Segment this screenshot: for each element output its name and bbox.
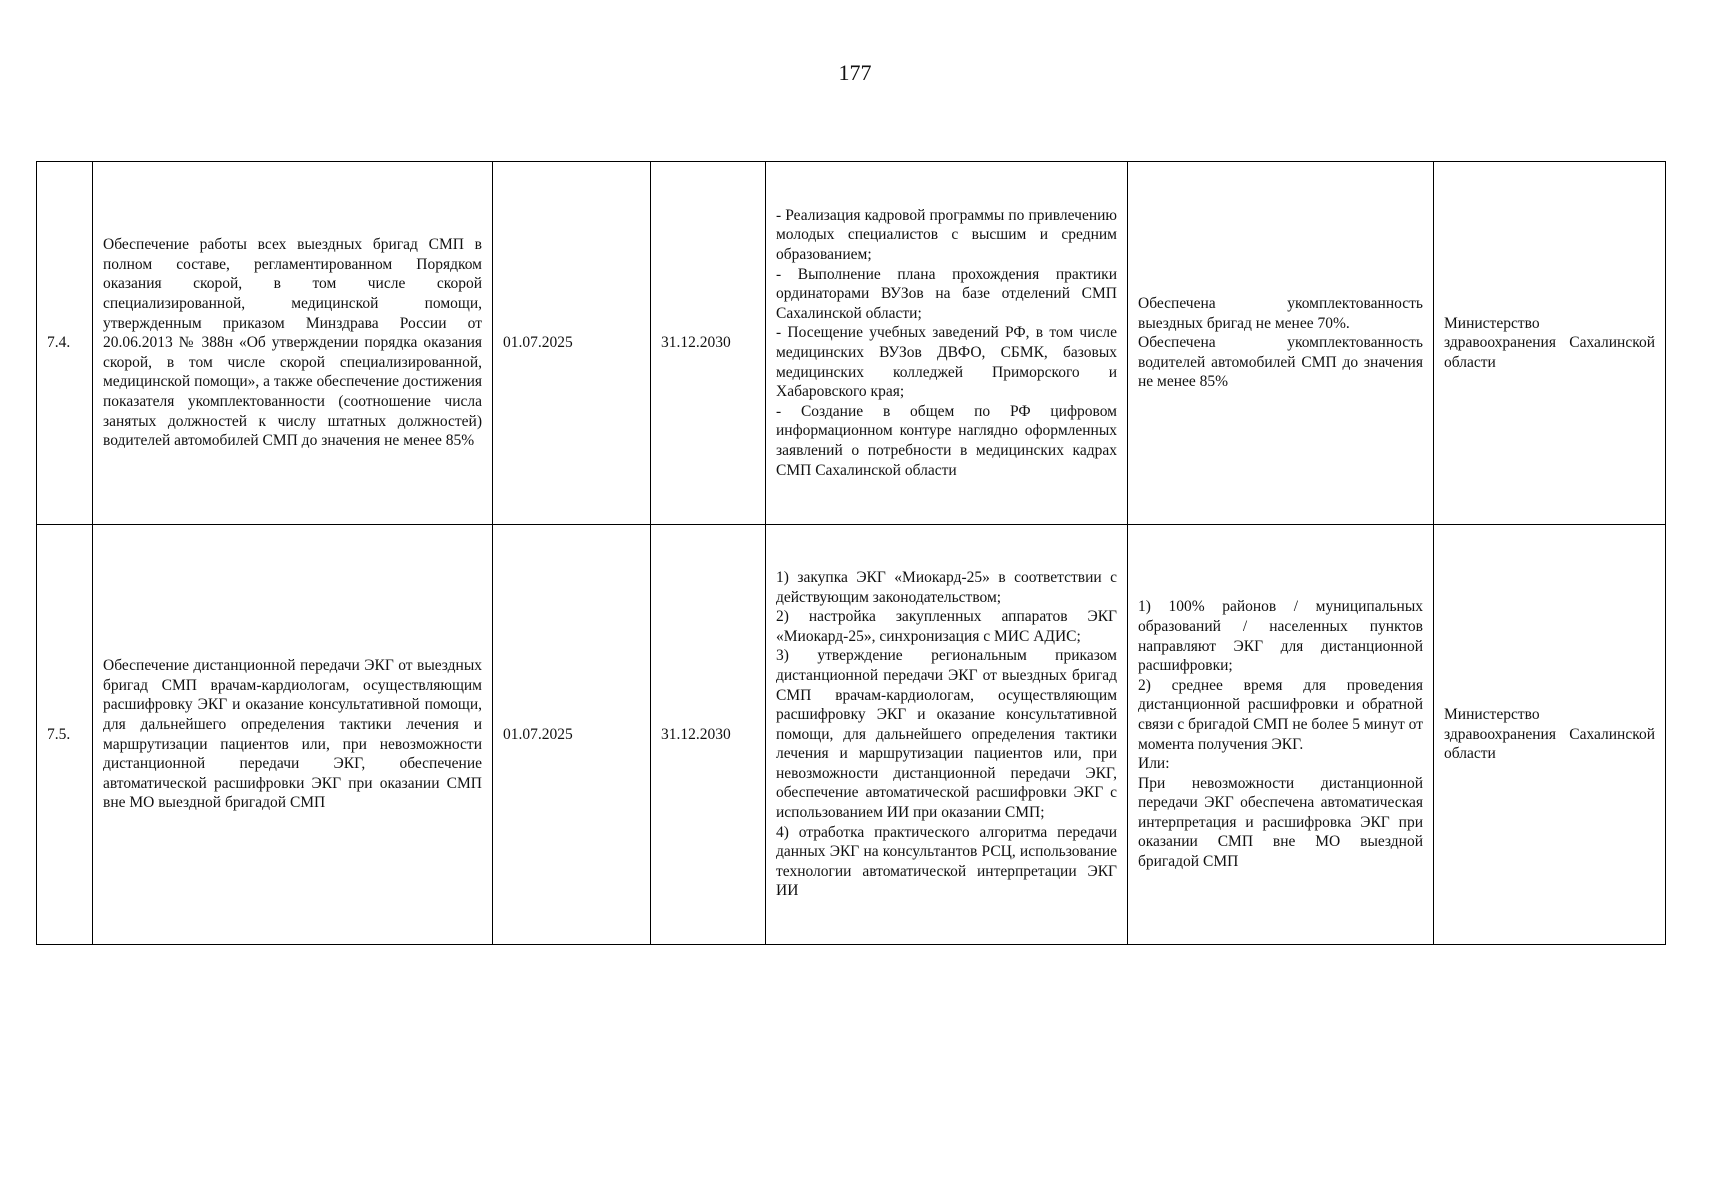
activity-item: - Реализация кадровой программы по привлечению молодых специалистов с высшим и средним образованием; bbox=[776, 206, 1117, 264]
result-item: Или: bbox=[1138, 755, 1170, 773]
start-date: 01.07.2025 bbox=[493, 525, 651, 945]
measures-table bbox=[36, 161, 1666, 945]
page-number: 177 bbox=[838, 60, 872, 85]
activity-item: 4) отработка практического алгоритма передачи данных ЭКГ на консультантов РСЦ, использование технологии автоматической интерпретации ЭКГ ИИ bbox=[776, 823, 1117, 900]
activity-item: 1) закупка ЭКГ «Миокард-25» в соответствии с действующим законодательством; bbox=[776, 568, 1117, 606]
activity-item: - Выполнение плана прохождения практики ординаторами ВУЗов на базе отделений СМП Сахалинской области; bbox=[776, 265, 1117, 322]
activity-item: 2) настройка закупленных аппаратов ЭКГ «Миокард-25», синхронизация с МИС АДИС; bbox=[776, 608, 1117, 645]
responsible-party: Министерство здравоохранения Сахалинской области bbox=[1434, 525, 1666, 945]
row-number: 7.5. bbox=[37, 525, 93, 945]
activity-item: - Создание в общем по РФ цифровом информационном контуре наглядно оформленных заявлений о потребности в медицинских кадрах СМП Сахалинской области bbox=[776, 402, 1117, 479]
start-date: 01.07.2025 bbox=[493, 162, 651, 525]
responsible-party: Министерство здравоохранения Сахалинской области bbox=[1434, 162, 1666, 525]
row-number: 7.4. bbox=[37, 162, 93, 525]
measure-description: Обеспечение работы всех выездных бригад СМП в полном составе, регламентированном Порядком оказания скорой, в том числе скорой специализированной, медицинской помощи, утвержденным приказом Минздрава России от 20.06.2013 № 388н «Об утверждении порядка оказания скорой, в том числе скорой специализированной, медицинской помощи», а также обеспечение достижения показателя укомплектованности (соотношение числа занятых должностей к числу штатных должностей) водителей автомобилей СМП до значения не менее 85% bbox=[93, 162, 493, 525]
activities-cell bbox=[766, 525, 1128, 945]
expected-result-cell bbox=[1128, 162, 1434, 525]
table-row bbox=[37, 525, 1666, 945]
end-date: 31.12.2030 bbox=[651, 525, 766, 945]
measure-description: Обеспечение дистанционной передачи ЭКГ от выездных бригад СМП врачам-кардиологам, осуществляющим расшифровку ЭКГ и оказание консультативной помощи, для дальнейшего определения тактики лечения и маршрутизации пациентов или, при невозможности дистанционной передачи ЭКГ, обеспечение автоматической расшифровки ЭКГ при оказании СМП вне МО выездной бригадой СМП bbox=[93, 525, 493, 945]
result-item: 2) среднее время для проведения дистанционной расшифровки и обратной связи с бригадой СМП не более 5 минут от момента получения ЭКГ. bbox=[1138, 676, 1423, 753]
result-item: Обеспечена укомплектованность водителей автомобилей СМП до значения не менее 85% bbox=[1138, 334, 1423, 391]
table-row bbox=[37, 162, 1666, 525]
activities-cell bbox=[766, 162, 1128, 525]
result-item: Обеспечена укомплектованность выездных бригад не менее 70%. bbox=[1138, 295, 1423, 332]
expected-result-cell bbox=[1128, 525, 1434, 945]
end-date: 31.12.2030 bbox=[651, 162, 766, 525]
result-item: 1) 100% районов / муниципальных образований / населенных пунктов направляют ЭКГ для дистанционной расшифровки; bbox=[1138, 598, 1423, 675]
activity-item: 3) утверждение региональным приказом дистанционной передачи ЭКГ от выездных бригад СМП врачам-кардиологам, осуществляющим расшифровку ЭКГ и оказание консультативной помощи, для дальнейшего определения тактики лечения и маршрутизации пациентов или, при невозможности дистанционной передачи ЭКГ, обеспечение автоматической расшифровки ЭКГ с использованием ИИ при оказании СМП; bbox=[776, 647, 1117, 822]
result-item: При невозможности дистанционной передачи ЭКГ обеспечена автоматическая интерпретация и расшифровка ЭКГ при оказании СМП вне МО выездной бригадой СМП bbox=[1138, 774, 1423, 871]
activity-item: - Посещение учебных заведений РФ, в том числе медицинских ВУЗов ДВФО, СБМК, базовых медицинских колледжей Приморского и Хабаровского края; bbox=[776, 324, 1117, 401]
